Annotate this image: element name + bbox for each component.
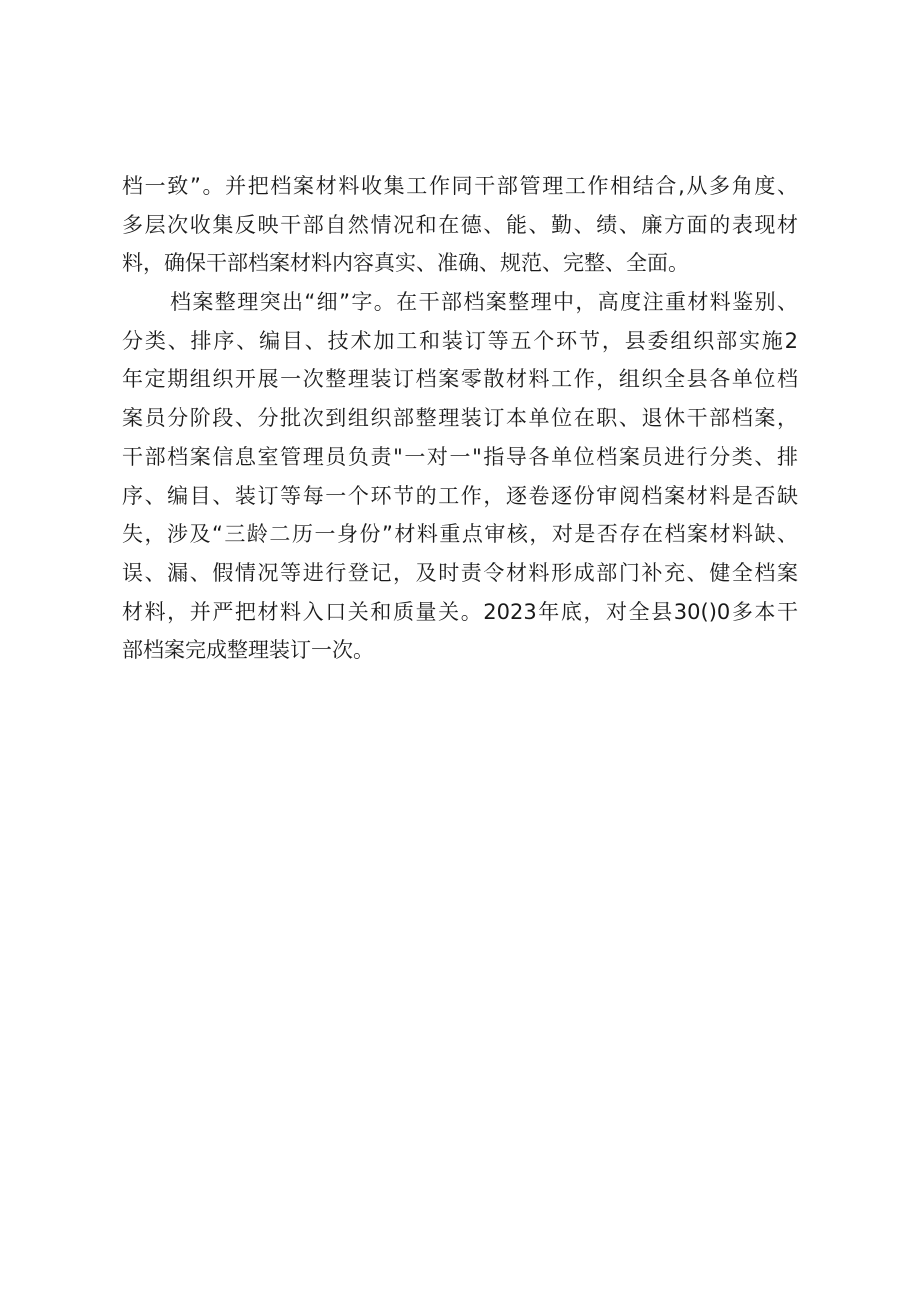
text-line: 案员分阶段、分批次到组织部整理装订本单位在职、退休干部档案， — [122, 406, 798, 431]
text-line: 部档案完成整理装订一次。 — [122, 638, 374, 663]
text-line: 多层次收集反映干部自然情况和在德、能、勤、绩、廉方面的表现材 — [122, 212, 798, 237]
text-line: 干部档案信息室管理员负责"一对一"指导各单位档案员进行分类、排 — [122, 444, 798, 469]
text-line: 分类、排序、编目、技术加工和装订等五个环节，县委组织部实施2 — [122, 328, 798, 353]
paragraph-1 — [122, 167, 798, 283]
document-body — [122, 167, 798, 670]
text-line: 失，涉及“三龄二历一身份”材料重点审核，对是否存在档案材料缺、 — [122, 522, 798, 547]
text-line: 序、编目、装订等每一个环节的工作，逐卷逐份审阅档案材料是否缺 — [122, 483, 798, 508]
text-line: 料，确保干部档案材料内容真实、准确、规范、完整、全面。 — [122, 251, 689, 276]
text-line: 年定期组织开展一次整理装订档案零散材料工作，组织全县各单位档 — [122, 367, 798, 392]
text-line: 材料，并严把材料入口关和质量关。2023年底，对全县30()0多本干 — [122, 599, 798, 624]
text-line: 档一致”。并把档案材料收集工作同干部管理工作相结合,从多角度、 — [122, 174, 798, 198]
text-line: 误、漏、假情况等进行登记，及时责令材料形成部门补充、健全档案 — [122, 560, 798, 585]
text-line: 档案整理突出“细”字。在干部档案整理中，高度注重材料鉴别、 — [170, 290, 798, 315]
paragraph-2 — [122, 283, 798, 670]
